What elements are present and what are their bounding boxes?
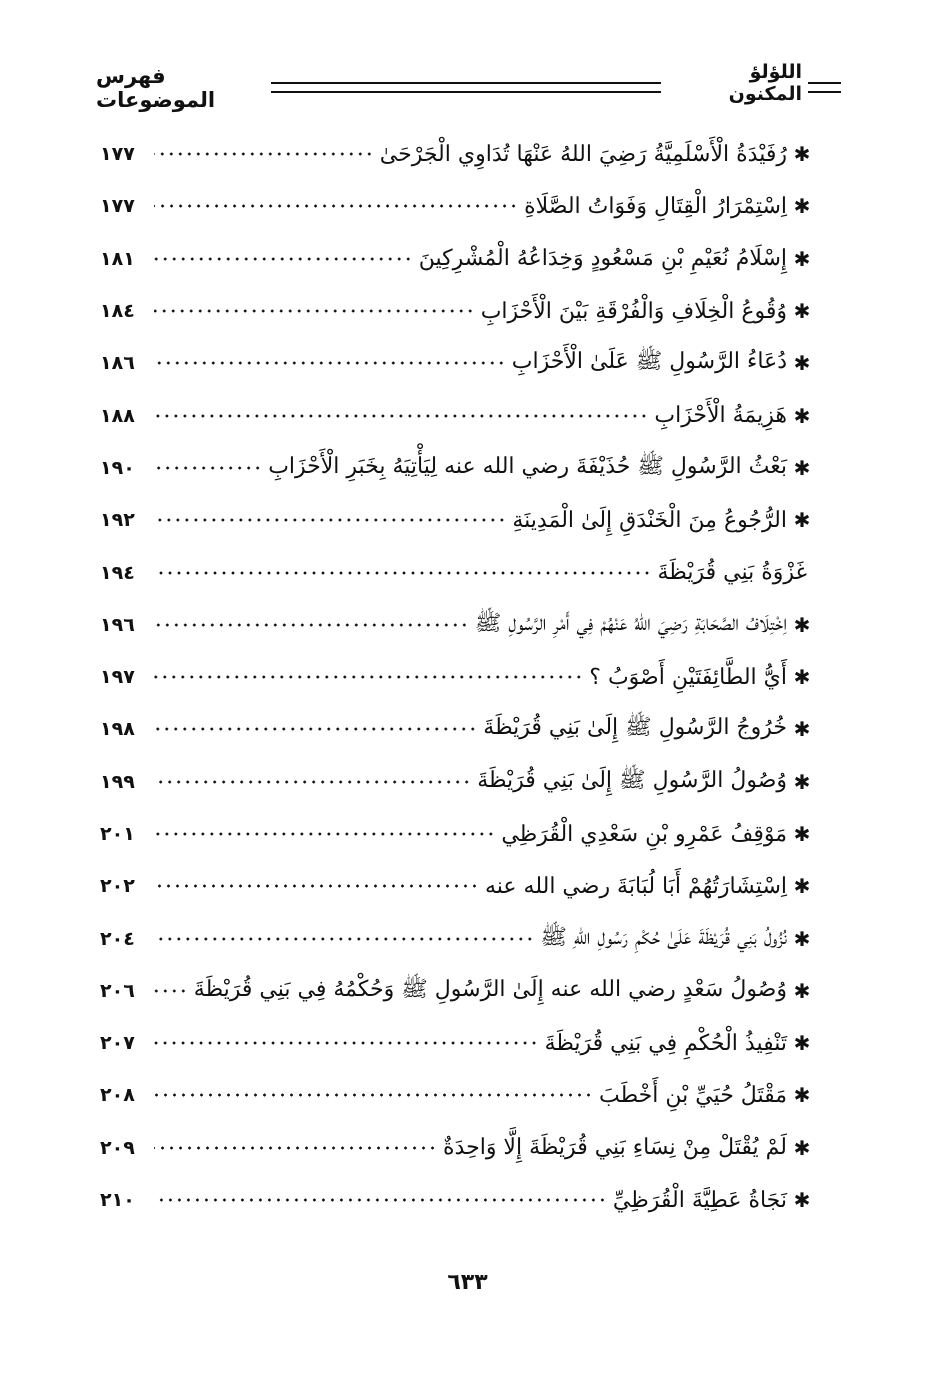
toc-entry-title: اِخْتِلَافُ الصَّحَابَةِ رَضِيَ اللهُ عَنْهُمْ فِي أَمْرِ الرَّسُولِ ﷺ bbox=[474, 610, 787, 636]
dot-leader bbox=[154, 143, 374, 165]
dot-leader bbox=[154, 614, 469, 636]
star-bullet-icon: ✱ bbox=[793, 455, 811, 480]
dot-leader bbox=[154, 1084, 593, 1106]
toc-entry-title: وُقُوعُ الْخِلَافِ وَالْفُرْقَةِ بَيْنَ الْأَحْزَابِ bbox=[480, 298, 787, 324]
page-header bbox=[96, 60, 841, 110]
toc-entry-page: ٢١٠ bbox=[100, 1189, 135, 1212]
toc-entry bbox=[100, 442, 815, 494]
toc-entry-title: لَمْ يُقْتَلْ مِنْ نِسَاءِ بَنِي قُرَيْظَةَ إِلَّا وَاحِدَةٌ bbox=[443, 1135, 787, 1161]
dot-leader bbox=[154, 1032, 539, 1054]
star-bullet-icon: ✱ bbox=[793, 246, 811, 271]
star-bullet-icon: ✱ bbox=[793, 142, 811, 167]
star-bullet-icon: ✱ bbox=[793, 1188, 811, 1213]
dot-leader bbox=[154, 875, 479, 897]
star-bullet-icon: ✱ bbox=[793, 508, 811, 533]
dot-leader bbox=[154, 248, 413, 270]
toc-entry bbox=[100, 651, 815, 703]
toc-entry bbox=[100, 599, 815, 651]
toc-entry-title: بَعْثُ الرَّسُولِ ﷺ حُذَيْفَةَ رضي الله عنه لِيَأْتِيَهُ بِخَبَرِ الْأَحْزَابِ bbox=[268, 453, 787, 479]
star-bullet-icon: ✱ bbox=[793, 1031, 811, 1056]
toc-entry-title: مَوْقِفُ عَمْرِو بْنِ سَعْدِي الْقُرَظِي bbox=[501, 821, 787, 847]
toc-entry-page: ١٨٤ bbox=[100, 300, 135, 323]
toc-entry-title: تَنْفِيذُ الْحُكْمِ فِي بَنِي قُرَيْظَةَ bbox=[544, 1030, 787, 1056]
star-bullet-icon: ✱ bbox=[793, 351, 811, 376]
toc-entry bbox=[100, 389, 815, 441]
toc-entry bbox=[100, 233, 815, 285]
toc-entry-page: ٢٠٤ bbox=[100, 927, 135, 950]
toc-entry bbox=[100, 546, 815, 598]
toc-entry bbox=[100, 703, 815, 755]
dot-leader bbox=[154, 928, 534, 950]
toc-entry-title: أَيُّ الطَّائِفَتَيْنِ أَصْوَبُ ؟ bbox=[589, 664, 787, 690]
toc-entry-page: ١٩٠ bbox=[100, 456, 135, 479]
toc-entry-page: ١٩٦ bbox=[100, 613, 135, 636]
toc-entry-page: ١٩٧ bbox=[100, 666, 135, 689]
toc-entry-title: نَجَاةُ عَطِيَّةَ الْقُرَظِيِّ bbox=[612, 1187, 787, 1213]
star-bullet-icon: ✱ bbox=[793, 299, 811, 324]
section-title: فهرس الموضوعات bbox=[96, 64, 216, 112]
toc-entry bbox=[100, 808, 815, 860]
toc-entry bbox=[100, 965, 815, 1017]
table-of-contents bbox=[100, 128, 815, 1226]
toc-entry-title: وُصُولُ سَعْدٍ رضي الله عنه إِلَىٰ الرَّسُولِ ﷺ وَحُكْمُهُ فِي بَنِي قُرَيْظَةَ bbox=[193, 976, 787, 1002]
dot-leader bbox=[154, 666, 583, 688]
toc-entry bbox=[100, 1174, 815, 1226]
toc-entry-title: الرُّجُوعُ مِنَ الْخَنْدَقِ إِلَىٰ الْمَدِينَةِ bbox=[512, 507, 787, 533]
star-bullet-icon: ✱ bbox=[793, 822, 811, 846]
toc-entry bbox=[100, 756, 815, 808]
toc-entry-page: ٢٠٩ bbox=[100, 1136, 135, 1159]
toc-entry-title: إِسْلَامُ نُعَيْمِ بْنِ مَسْعُودٍ وَخِدَاعُهُ الْمُشْرِكِينَ bbox=[418, 246, 787, 272]
toc-entry-title: خُرُوجُ الرَّسُولِ ﷺ إِلَىٰ بَنِي قُرَيْظَةَ bbox=[483, 715, 787, 741]
dot-leader bbox=[154, 1189, 607, 1211]
header-rule-left bbox=[271, 82, 661, 93]
toc-entry-page: ١٨٦ bbox=[100, 352, 135, 375]
toc-entry-title: مَقْتَلُ حُيَيِّ بْنِ أَخْطَبَ bbox=[599, 1082, 787, 1108]
star-bullet-icon: ✱ bbox=[793, 874, 811, 899]
star-bullet-icon: ✱ bbox=[793, 403, 811, 428]
star-bullet-icon: ✱ bbox=[793, 1135, 811, 1160]
toc-entry-page: ٢٠٨ bbox=[100, 1084, 135, 1107]
star-bullet-icon: ✱ bbox=[793, 665, 811, 690]
toc-entry-title: غَزْوَةُ بَنِي قُرَيْظَةَ bbox=[657, 560, 807, 586]
toc-entry-title: دُعَاءُ الرَّسُولِ ﷺ عَلَىٰ الْأَحْزَابِ bbox=[511, 349, 787, 375]
dot-leader bbox=[154, 405, 648, 427]
dot-leader bbox=[154, 300, 475, 322]
star-bullet-icon: ✱ bbox=[793, 717, 811, 742]
toc-entry bbox=[100, 1122, 815, 1174]
toc-entry-page: ٢٠٦ bbox=[100, 979, 135, 1002]
toc-entry-page: ١٧٧ bbox=[100, 195, 135, 218]
dot-leader bbox=[154, 352, 506, 374]
toc-entry bbox=[100, 337, 815, 389]
toc-entry-page: ٢٠٧ bbox=[100, 1032, 135, 1055]
dot-leader bbox=[154, 509, 506, 531]
toc-entry bbox=[100, 1069, 815, 1121]
toc-entry-page: ٢٠١ bbox=[100, 823, 135, 845]
toc-entry bbox=[100, 285, 815, 337]
toc-entry-title: اِسْتِمْرَارُ الْقِتَالِ وَفَوَاتُ الصَّلَاةِ bbox=[524, 193, 787, 219]
dot-leader bbox=[154, 980, 188, 1002]
toc-entry bbox=[100, 912, 815, 964]
dot-leader bbox=[154, 771, 471, 793]
star-bullet-icon: ✱ bbox=[793, 926, 811, 951]
toc-entry-title: هَزِيمَةُ الْأَحْزَابِ bbox=[654, 403, 787, 429]
toc-entry-title: وُصُولُ الرَّسُولِ ﷺ إِلَىٰ بَنِي قُرَيْظَةَ bbox=[477, 767, 787, 793]
page-number: ٦٣٣ bbox=[447, 1270, 488, 1295]
toc-entry bbox=[100, 1017, 815, 1069]
toc-entry-page: ١٩٤ bbox=[100, 561, 135, 584]
toc-entry-page: ١٧٧ bbox=[100, 143, 135, 166]
star-bullet-icon: ✱ bbox=[793, 978, 811, 1003]
dot-leader bbox=[154, 195, 518, 217]
toc-entry-page: ١٩٢ bbox=[100, 509, 135, 532]
dot-leader bbox=[154, 1137, 437, 1159]
toc-entry-title: اِسْتِشَارَتُهُمْ أَبَا لُبَابَةَ رضي الله عنه bbox=[484, 873, 787, 899]
toc-entry bbox=[100, 128, 815, 180]
book-title: اللؤلؤ المكنون bbox=[666, 61, 806, 105]
dot-leader bbox=[154, 562, 652, 584]
dot-leader bbox=[154, 823, 495, 845]
toc-entry-title: نُزُولُ بَنِي قُرَيْظَةَ عَلَىٰ حُكْمِ رَسُولِ اللهِ ﷺ bbox=[540, 924, 787, 950]
toc-entry-page: ١٩٩ bbox=[100, 770, 135, 793]
toc-entry bbox=[100, 860, 815, 912]
star-bullet-icon: ✱ bbox=[793, 769, 811, 794]
toc-entry-page: ٢٠٢ bbox=[100, 875, 135, 898]
toc-entry-page: ١٨٨ bbox=[100, 404, 135, 427]
star-bullet-icon: ✱ bbox=[793, 612, 811, 637]
toc-entry-title: رُفَيْدَةُ الْأَسْلَمِيَّةُ رَضِيَ اللهُ عَنْهَا تُدَاوِي الْجَرْحَىٰ bbox=[379, 141, 787, 167]
toc-entry-page: ١٩٨ bbox=[100, 718, 135, 741]
book-title-ornament bbox=[666, 60, 806, 106]
dot-leader bbox=[154, 457, 262, 479]
toc-entry-page: ١٨١ bbox=[100, 247, 135, 270]
toc-entry bbox=[100, 494, 815, 546]
dot-leader bbox=[154, 718, 477, 740]
header-rule-right bbox=[808, 82, 841, 93]
star-bullet-icon: ✱ bbox=[793, 194, 811, 219]
toc-entry bbox=[100, 180, 815, 232]
star-bullet-icon: ✱ bbox=[793, 1083, 811, 1108]
